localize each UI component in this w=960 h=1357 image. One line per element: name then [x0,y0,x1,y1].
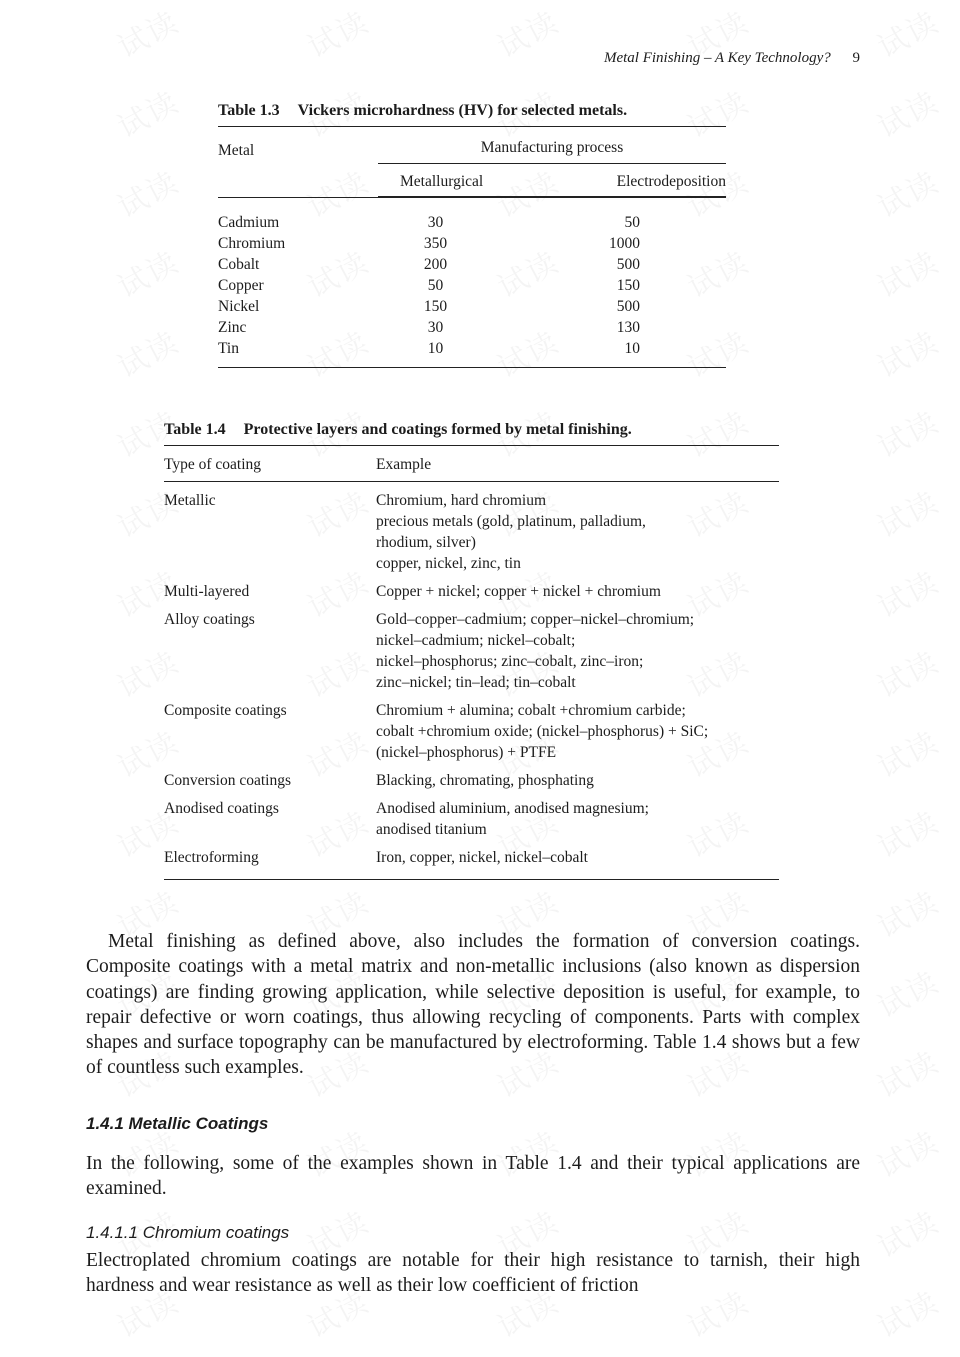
cell-example [376,609,779,693]
example-line: Iron, copper, nickel, nickel–cobalt [376,849,588,866]
watermark-text [868,1198,945,1267]
cell-metal: Cobalt [218,256,260,273]
cell-metallurgical: 10 [427,340,444,357]
watermark-text [108,158,185,227]
example-line: cobalt +chromium oxide; (nickel–phosphorus) + SiC; [376,723,709,740]
watermark-text [868,878,945,947]
cell-metallurgical: 30 [427,319,444,336]
table-row [164,700,779,763]
watermark-text [108,238,185,307]
cell-metal: Nickel [218,298,260,315]
watermark-text [108,0,185,66]
cell-example [376,847,779,868]
table-1-4-title: Protective layers and coatings formed by metal finishing. [243,421,632,438]
watermark-text [868,718,945,787]
cell-electrodeposition: 10 [624,340,640,357]
table-row [218,338,726,359]
section-heading: 1.4.1 Metallic Coatings [86,1114,269,1133]
watermark-text [868,318,945,387]
watermark-text [488,0,565,66]
example-line: Copper + nickel; copper + nickel + chromium [376,583,661,600]
watermark-text [868,638,945,707]
paragraph-3-text: Electroplated chromium coatings are notable for their high resistance to tarnish, their high hardness and wear resistance as well as their low coefficient of friction [86,1250,860,1297]
table-row [218,275,726,296]
watermark-text [108,318,185,387]
cell-coating-type: Multi-layered [164,583,250,600]
cell-metal: Cadmium [218,214,280,231]
header-manufacturing-process: Manufacturing process [378,127,726,164]
watermark-text [868,398,945,467]
cell-example [376,770,779,791]
watermark-text [868,78,945,147]
table-1-4 [164,421,779,880]
table-row [164,609,779,693]
example-line: (nickel–phosphorus) + PTFE [376,744,557,761]
table-1-4-caption [164,421,779,445]
cell-example [376,490,779,574]
cell-metallurgical: 200 [423,256,448,273]
table-1-3 [218,102,726,368]
watermark-text [868,1118,945,1187]
table-row [164,798,779,840]
table-1-4-body [164,482,779,879]
cell-electrodeposition: 1000 [609,235,640,252]
table-row [218,296,726,317]
cell-electrodeposition: 500 [616,298,640,315]
cell-example [376,581,779,602]
table-row [218,317,726,338]
cell-electrodeposition: 130 [616,319,640,336]
cell-coating-type: Composite coatings [164,702,287,719]
table-row [164,770,779,791]
header-example: Example [376,456,432,473]
running-head-title: Metal Finishing – A Key Technology? [603,50,831,66]
watermark-text [868,1278,945,1347]
table-1-4-header [164,446,779,481]
table-bottom-rule [218,367,726,368]
subsection-heading: 1.4.1.1 Chromium coatings [86,1223,290,1242]
paragraph-2-text: In the following, some of the examples shown in Table 1.4 and their typical applications are examined. [86,1153,860,1200]
table-1-3-title: Vickers microhardness (HV) for selected metals. [297,102,628,119]
watermark-text [108,78,185,147]
example-line: Anodised aluminium, anodised magnesium; [376,800,649,817]
paragraph-2 [86,1151,860,1202]
watermark-text [298,0,375,66]
example-line: anodised titanium [376,821,487,838]
watermark-text [868,0,945,66]
cell-metallurgical: 150 [423,298,448,315]
watermark-text [868,158,945,227]
example-line: Blacking, chromating, phosphating [376,772,594,789]
example-line: zinc–nickel; tin–lead; tin–cobalt [376,674,576,691]
cell-coating-type: Conversion coatings [164,772,291,789]
cell-metallurgical: 350 [423,235,448,252]
table-1-3-label: Table 1.3 [218,102,280,119]
table-row [218,233,726,254]
cell-metallurgical: 30 [427,214,444,231]
header-type-of-coating: Type of coating [164,456,262,473]
paragraph-1 [86,929,860,1081]
table-row [164,847,779,868]
table-row [164,581,779,602]
page-number: 9 [852,50,860,66]
cell-electrodeposition: 150 [616,277,640,294]
example-line: rhodium, silver) [376,534,476,551]
watermark-text [868,798,945,867]
example-line: Chromium, hard chromium [376,492,547,509]
example-line: Gold–copper–cadmium; copper–nickel–chromium; [376,611,695,628]
cell-coating-type: Anodised coatings [164,800,279,817]
watermark-text [868,958,945,1027]
example-line: nickel–cadmium; nickel–cobalt; [376,632,576,649]
cell-metal: Chromium [218,235,286,252]
watermark-text [868,1038,945,1107]
table-row [164,490,779,574]
cell-metal: Tin [218,340,239,357]
table-1-3-caption [218,102,726,126]
paragraph-1-text: Metal finishing as defined above, also includes the formation of conversion coatings. Composite coatings with a metal matrix and non-metallic inclusions (also known as dispersion coatings) are finding growing application, while selective deposition is useful, for example, to repair defective or worn coatings, thus allowing recycling of components. Parts with complex shapes and surface topography can be manufactured by electroforming. Table 1.4 shows but a few of countless such examples. [86,931,860,1079]
cell-metal: Zinc [218,319,247,336]
cell-coating-type: Alloy coatings [164,611,255,628]
header-metal: Metal [218,141,255,159]
cell-example [376,700,779,763]
example-line: precious metals (gold, platinum, palladium, [376,513,646,530]
example-line: nickel–phosphorus; zinc–cobalt, zinc–iron; [376,653,644,670]
watermark-text [868,238,945,307]
cell-metal: Copper [218,277,264,294]
table-row [218,254,726,275]
example-line: copper, nickel, zinc, tin [376,555,521,572]
cell-coating-type: Metallic [164,492,216,509]
cell-electrodeposition: 500 [616,256,640,273]
header-metallurgical: Metallurgical [378,164,523,197]
table-1-3-grid [218,127,726,359]
table-row [218,198,726,234]
cell-example [376,798,779,840]
watermark-text [868,558,945,627]
table-bottom-rule [164,879,779,880]
running-head [604,50,860,67]
cell-coating-type: Electroforming [164,849,259,866]
table-1-4-label: Table 1.4 [164,421,226,438]
watermark-text [868,478,945,547]
cell-metallurgical: 50 [427,277,444,294]
header-electrodeposition: Electrodeposition [523,164,726,197]
example-line: Chromium + alumina; cobalt +chromium carbide; [376,702,686,719]
cell-electrodeposition: 50 [624,214,640,231]
paragraph-3 [86,1248,860,1299]
